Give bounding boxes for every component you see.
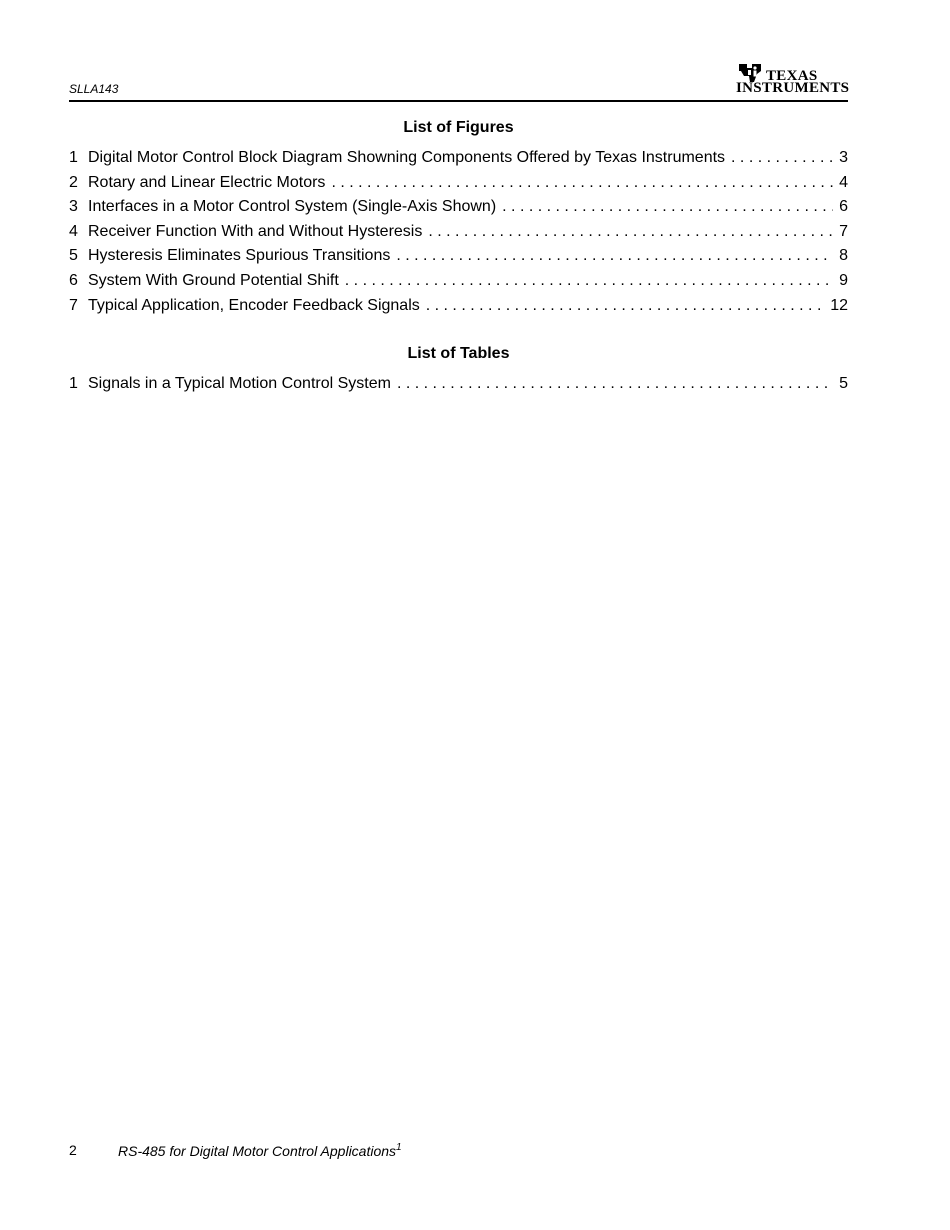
toc-entry[interactable] (69, 372, 848, 397)
entry-page-number: 8 (839, 247, 848, 265)
entry-number: 4 (69, 222, 78, 240)
entry-title: System With Ground Potential Shift (88, 271, 339, 289)
entry-title: Typical Application, Encoder Feedback Signals (88, 296, 420, 314)
tables-heading: List of Tables (407, 345, 510, 362)
document-id: SLLA143 (69, 82, 119, 96)
ti-logo (736, 59, 848, 95)
entry-number: 7 (69, 296, 78, 314)
toc-entry[interactable] (69, 269, 848, 294)
entry-title: Digital Motor Control Block Diagram Showning Components Offered by Texas Instruments (88, 149, 726, 166)
entry-page-number: 5 (839, 375, 848, 392)
page-header (69, 56, 848, 102)
entry-page-number: 12 (830, 296, 848, 314)
toc-entry[interactable] (69, 195, 848, 220)
footer-doc-title (118, 1142, 402, 1159)
figures-heading: List of Figures (403, 119, 514, 136)
entry-page-number: 7 (839, 222, 848, 240)
tables-list (69, 372, 848, 397)
entry-title: Interfaces in a Motor Control System (Single-Axis Shown) (88, 198, 497, 216)
leader-dots (428, 220, 833, 245)
footer-superscript: 1 (396, 1142, 402, 1153)
entry-number: 3 (69, 198, 78, 216)
leader-dots (426, 294, 824, 319)
entry-number: 2 (69, 173, 78, 191)
page-number: 2 (69, 1142, 77, 1158)
logo-text-instruments: INSTRUMENTS (736, 80, 850, 96)
entry-page-number: 9 (839, 271, 848, 289)
entry-number: 1 (69, 375, 78, 392)
toc-entry[interactable] (69, 220, 848, 245)
leader-dots (345, 269, 833, 294)
footer-doc-title-text: RS-485 for Digital Motor Control Applications (118, 1143, 397, 1159)
toc-entry[interactable] (69, 146, 848, 171)
logo-text-texas: TEXAS (766, 68, 818, 84)
entry-title: Signals in a Typical Motion Control System (88, 375, 391, 392)
entry-page-number: 4 (839, 173, 848, 191)
entry-page-number: 6 (839, 198, 848, 216)
leader-dots (396, 244, 833, 269)
entry-number: 5 (69, 247, 78, 265)
figures-list (69, 146, 848, 318)
toc-entry[interactable] (69, 294, 848, 319)
leader-dots (502, 195, 833, 220)
toc-entry[interactable] (69, 244, 848, 269)
toc-entry[interactable] (69, 171, 848, 196)
entry-number: 1 (69, 149, 78, 166)
entry-page-number: 3 (839, 149, 848, 166)
leader-dots (331, 171, 833, 196)
leader-dots (731, 146, 833, 171)
leader-dots (397, 372, 833, 397)
entry-title: Hysteresis Eliminates Spurious Transitions (88, 247, 391, 265)
entry-title: Receiver Function With and Without Hysteresis (88, 222, 423, 240)
entry-title: Rotary and Linear Electric Motors (88, 173, 326, 191)
entry-number: 6 (69, 271, 78, 289)
